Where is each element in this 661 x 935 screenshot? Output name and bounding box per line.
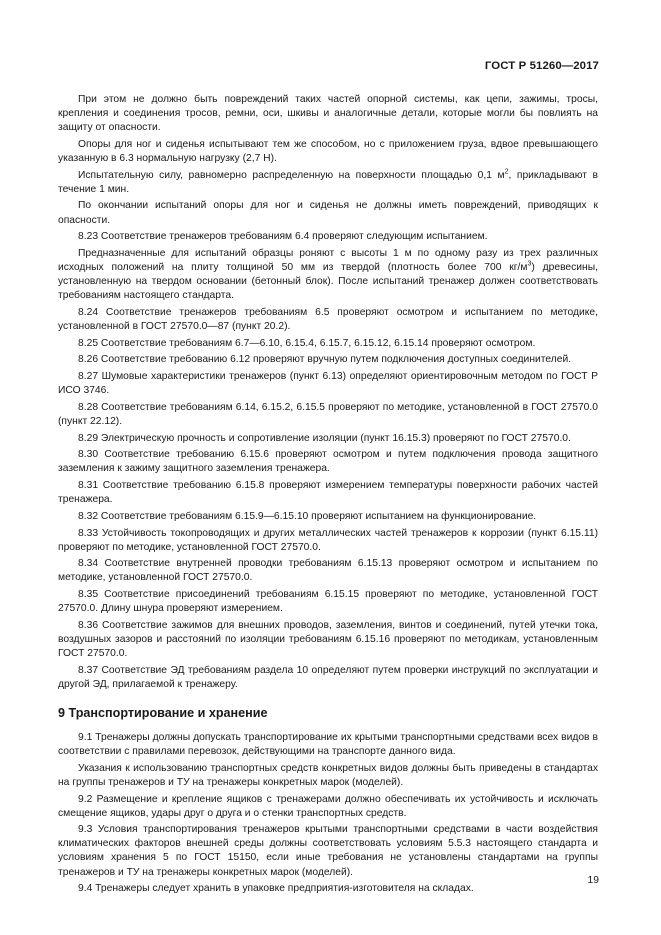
clause-9-1: 9.1 Тренажеры должны допускать транспортирование их крытыми транспортными средствами всех видов в соответствии с правилами перевозок, действующими на транспорте данного вида. — [58, 731, 598, 758]
clause-8-32: 8.32 Соответствие требованиям 6.15.9—6.15.10 проверяют испытанием на функционирование. — [78, 510, 537, 522]
clause-8-30: 8.30 Соответствие требованию 6.15.6 проверяют осмотром и путем подключения провода защитного заземления к зажиму защитного заземления тренажера. — [58, 449, 598, 475]
clause-9-2: 9.2 Размещение и крепление ящиков с тренажерами должно обеспечивать их устойчивость и исключать смещение ящиков, удары друг о друга и о стенки транспортных средств. — [58, 793, 598, 819]
clause-8-35: 8.35 Соответствие присоединений требованиям 6.15.15 проверяют по методике, установленной ГОСТ 27570.0. Длину шнура проверяют измерением. — [58, 589, 598, 615]
clause-9-4: 9.4 Тренажеры следует хранить в упаковке предприятия-изготовителя на складах. — [78, 883, 474, 895]
paragraph: При этом не должно быть повреждений таких частей опорной системы, как цепи, зажимы, тросы, крепления и соединения тросов, ремни, оси, шкивы и аналогичные детали, которые могли бы повлиять на защиту от опасности. — [58, 94, 598, 134]
document-header: ГОСТ Р 51260—2017 — [484, 60, 599, 72]
paragraph-test-force — [58, 169, 598, 197]
clause-8-24: 8.24 Соответствие тренажеров требованиям 6.5 проверяют осмотром и испытанием по методике, установленной в ГОСТ 27570.0—87 (пункт 20.2). — [58, 306, 598, 332]
clause-8-33: 8.33 Устойчивость токопроводящих и других металлических частей тренажеров к коррозии (пункт 6.15.11) проверяют по методике, установленной ГОСТ 27570.0. — [58, 527, 598, 553]
clause-8-27: 8.27 Шумовые характеристики тренажеров (пункт 6.13) определяют ориентировочным методом по ГОСТ Р ИСО 3746. — [58, 371, 598, 397]
clause-8-34: 8.34 Соответствие внутренней проводки требованиям 6.15.13 проверяют осмотром и испытанием по методике, установленной ГОСТ 27570.0. — [58, 558, 598, 584]
page-number: 19 — [587, 875, 599, 886]
clause-8-31: 8.31 Соответствие требованию 6.15.8 проверяют измерением температуры поверхности рабочих частей тренажера. — [58, 480, 598, 506]
clause-8-25: 8.25 Соответствие требованиям 6.7—6.10, 6.15.4, 6.15.7, 6.15.12, 6.15.14 проверяют осмотром. — [78, 337, 536, 349]
section-heading: 9 Транспортирование и хранение — [58, 705, 268, 720]
text-run: ) древесины, установленную на твердом основании (бетонный блок). После испытаний тренажер должен соответствовать требованиям настоящего стандарта. — [58, 262, 598, 302]
text-run: Испытательную силу, равномерно распределенную на поверхности площадью 0,1 м — [78, 169, 505, 181]
clause-8-23: 8.23 Соответствие тренажеров требованиям 6.4 проверяют следующим испытанием. — [78, 231, 488, 243]
paragraph: По окончании испытаний опоры для ног и сиденья не должны иметь повреждений, приводящих к опасности. — [58, 200, 598, 226]
clause-8-28: 8.28 Соответствие требованиям 6.14, 6.15.2, 6.15.5 проверяют по методике, установленной в ГОСТ 27570.0 (пункт 22.12). — [58, 401, 598, 427]
paragraph: Указания к использованию транспортных средств конкретных видов должны быть приведены в стандартах на группы тренажеров и ТУ на тренажеры конкретных марок (моделей). — [58, 762, 598, 788]
superscript: 2 — [504, 168, 509, 176]
document-body — [58, 93, 598, 899]
clause-8-37: 8.37 Соответствие ЭД требованиям раздела 10 определяют путем проверки инструкций по эксплуатации и другой ЭД, прилагаемой к тренажеру. — [58, 664, 598, 690]
clause-8-29: 8.29 Электрическую прочность и сопротивление изоляции (пункт 16.15.3) проверяют по ГОСТ 27570.0. — [78, 432, 571, 444]
text-run: , прикладывают в течение 1 мин. — [58, 169, 599, 195]
paragraph: Опоры для ног и сиденья испытывают тем же способом, но с приложением груза, вдвое превышающего указанную в 6.3 нормальную нагрузку (2,7 Н). — [58, 138, 598, 164]
superscript: 3 — [527, 260, 532, 268]
clause-8-36: 8.36 Соответствие зажимов для внешних проводов, заземления, винтов и соединений, путей утечки тока, воздушных зазоров и расстояний по изоляции требованиям 6.15.16 проверяют по методикам, установленным ГОСТ 27570.0. — [58, 619, 598, 660]
clause-8-26: 8.26 Соответствие требованию 6.12 проверяют вручную путем подключения доступных соединителей. — [78, 354, 572, 366]
clause-9-3: 9.3 Условия транспортирования тренажеров крытыми транспортными средствами в части воздействия климатических факторов внешней среды должны соответствовать условиям 5.5.3 настоящего стандарта и условиям хранения 5 по ГОСТ 15150, если иные требования не установлены стандартами на группы тренажеров и ТУ на тренажеры конкретных марок (моделей). — [58, 824, 598, 878]
paragraph-drop-test — [58, 247, 598, 303]
text-run: Предназначенные для испытаний образцы роняют с высоты 1 м по одному разу из трех различных исходных положений на плиту толщиной 50 мм из твердой (плотность более 700 кг/м — [58, 247, 598, 273]
